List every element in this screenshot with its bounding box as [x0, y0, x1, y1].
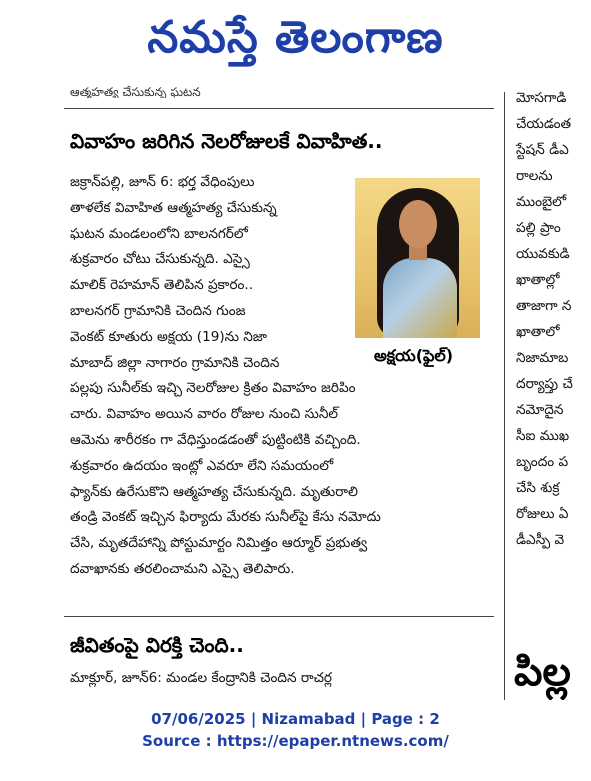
- right-column-line: చేయడంత: [516, 116, 572, 132]
- article1-body-line: వెంకట్ కూతురు అక్షయ (19)ను నిజా: [70, 328, 268, 345]
- masthead: [0, 0, 591, 86]
- right-column-line: సీఐ ముఖ: [516, 428, 570, 444]
- article1-body-line: తండ్రి వెంకట్ ఇచ్చిన ఫిర్యాదు మేరకు సునీల్‌పై కేసు నమోదు: [70, 509, 381, 526]
- right-column-line: దర్యాప్తు చే: [516, 376, 573, 392]
- photo-face-shape: [399, 200, 437, 248]
- right-column-line: తాజాగా న: [516, 298, 572, 314]
- article1-body-line: మాబాద్ జిల్లా నాగారం గ్రామానికి చెందిన: [70, 354, 280, 371]
- right-column-line: రాలను: [516, 168, 553, 184]
- article2-headline: జీవితంపై విరక్తి చెంది..: [70, 633, 244, 657]
- right-column-line: రోజులు ఏ: [516, 506, 569, 522]
- article1-body-line: చేసి, మృతదేహాన్ని పోస్టుమార్టం నిమిత్తం ఆర్మూర్ ప్రభుత్వ: [70, 535, 368, 552]
- article1-body-line: మాలిక్ రెహమాన్ తెలిపిన ప్రకారం..: [70, 277, 254, 294]
- divider-top: [64, 108, 494, 109]
- right-column-text: [512, 86, 591, 700]
- article1-body-line: దవాఖానకు తరలించామని ఎస్సై తెలిపారు.: [70, 561, 295, 577]
- photo-caption: అక్షయ(ఫైల్): [374, 346, 454, 365]
- article1-body-line: పల్లపు సునీల్‌కు ఇచ్చి నెలరోజుల క్రితం వివాహం జరిపిం: [70, 380, 356, 397]
- article1-photo: [355, 178, 480, 338]
- column-divider: [504, 92, 505, 700]
- right-column-line: బృందం ప: [516, 454, 569, 470]
- right-column-line: యువకుడి: [516, 246, 570, 262]
- article1-body-line: శుక్రవారం ఉదయం ఇంట్లో ఎవరూ లేని సమయంలో: [70, 457, 334, 474]
- right-column-line: ఖాతాలో: [516, 324, 560, 340]
- photo-saree-shape: [383, 258, 457, 338]
- right-column-line: స్టేషన్ డీఎ: [516, 142, 569, 158]
- right-column-line: నమోదైన: [516, 402, 564, 418]
- article1-body-line: ఫ్యాన్‌కు ఉరేసుకొని ఆత్మహత్య చేసుకున్నది. మృతురాలి: [70, 483, 358, 500]
- article1-body-line: జక్రాన్‌పల్లి, జూన్ 6: భర్త వేధింపులు: [70, 174, 255, 190]
- divider-mid: [64, 616, 494, 617]
- article1-body-line: బాలనగర్ గ్రామానికి చెందిన గుంజ: [70, 303, 246, 319]
- cut-off-text-top: ఆత్మహత్య చేసుకున్న ఘటన: [70, 86, 201, 98]
- article1-body-line: ఘటన మండలంలోని బాలనగర్‌లో: [70, 225, 248, 242]
- article2-body-line: మాక్లూర్, జూన్6: మండల కేంద్రానికి చెందిన రాచర్ల: [70, 670, 332, 686]
- right-column-line: డీఎస్పీ వె: [516, 532, 565, 548]
- article1-body-line: తాళలేక వివాహిత ఆత్మహత్య చేసుకున్న: [70, 199, 277, 216]
- footer: [0, 708, 591, 752]
- article1-body-line: శుక్రవారం చోటు చేసుకున్నది. ఎస్సై: [70, 251, 250, 268]
- right-column-big-heading: పిల్ల: [514, 649, 571, 695]
- right-column-line: నిజామాబ: [516, 350, 569, 366]
- right-column-line: పల్లి ప్రాం: [516, 220, 561, 236]
- newspaper-logo-title: నమస్తే తెలంగాణ: [147, 12, 444, 63]
- footer-source: Source : https://epaper.ntnews.com/: [142, 732, 449, 750]
- article1-body-line: ఆమెను శారీరకం గా వేధిస్తుండడంతో పుట్టింటికి వచ్చింది.: [70, 432, 361, 448]
- newspaper-clipping: [62, 86, 591, 700]
- right-column-line: మోసగాడి: [516, 90, 567, 106]
- article1-headline: వివాహం జరిగిన నెలరోజులకే వివాహిత..: [70, 129, 383, 153]
- right-column-line: ఖాతాల్లో: [516, 272, 560, 288]
- footer-date-edition: 07/06/2025 | Nizamabad | Page : 2: [151, 710, 440, 728]
- article1-body-line: చారు. వివాహం అయిన వారం రోజుల నుంచి సునీల్: [70, 406, 339, 423]
- right-column-line: ముంబైలో: [516, 194, 567, 210]
- right-column-line: చేసి శుక్ర: [516, 480, 560, 496]
